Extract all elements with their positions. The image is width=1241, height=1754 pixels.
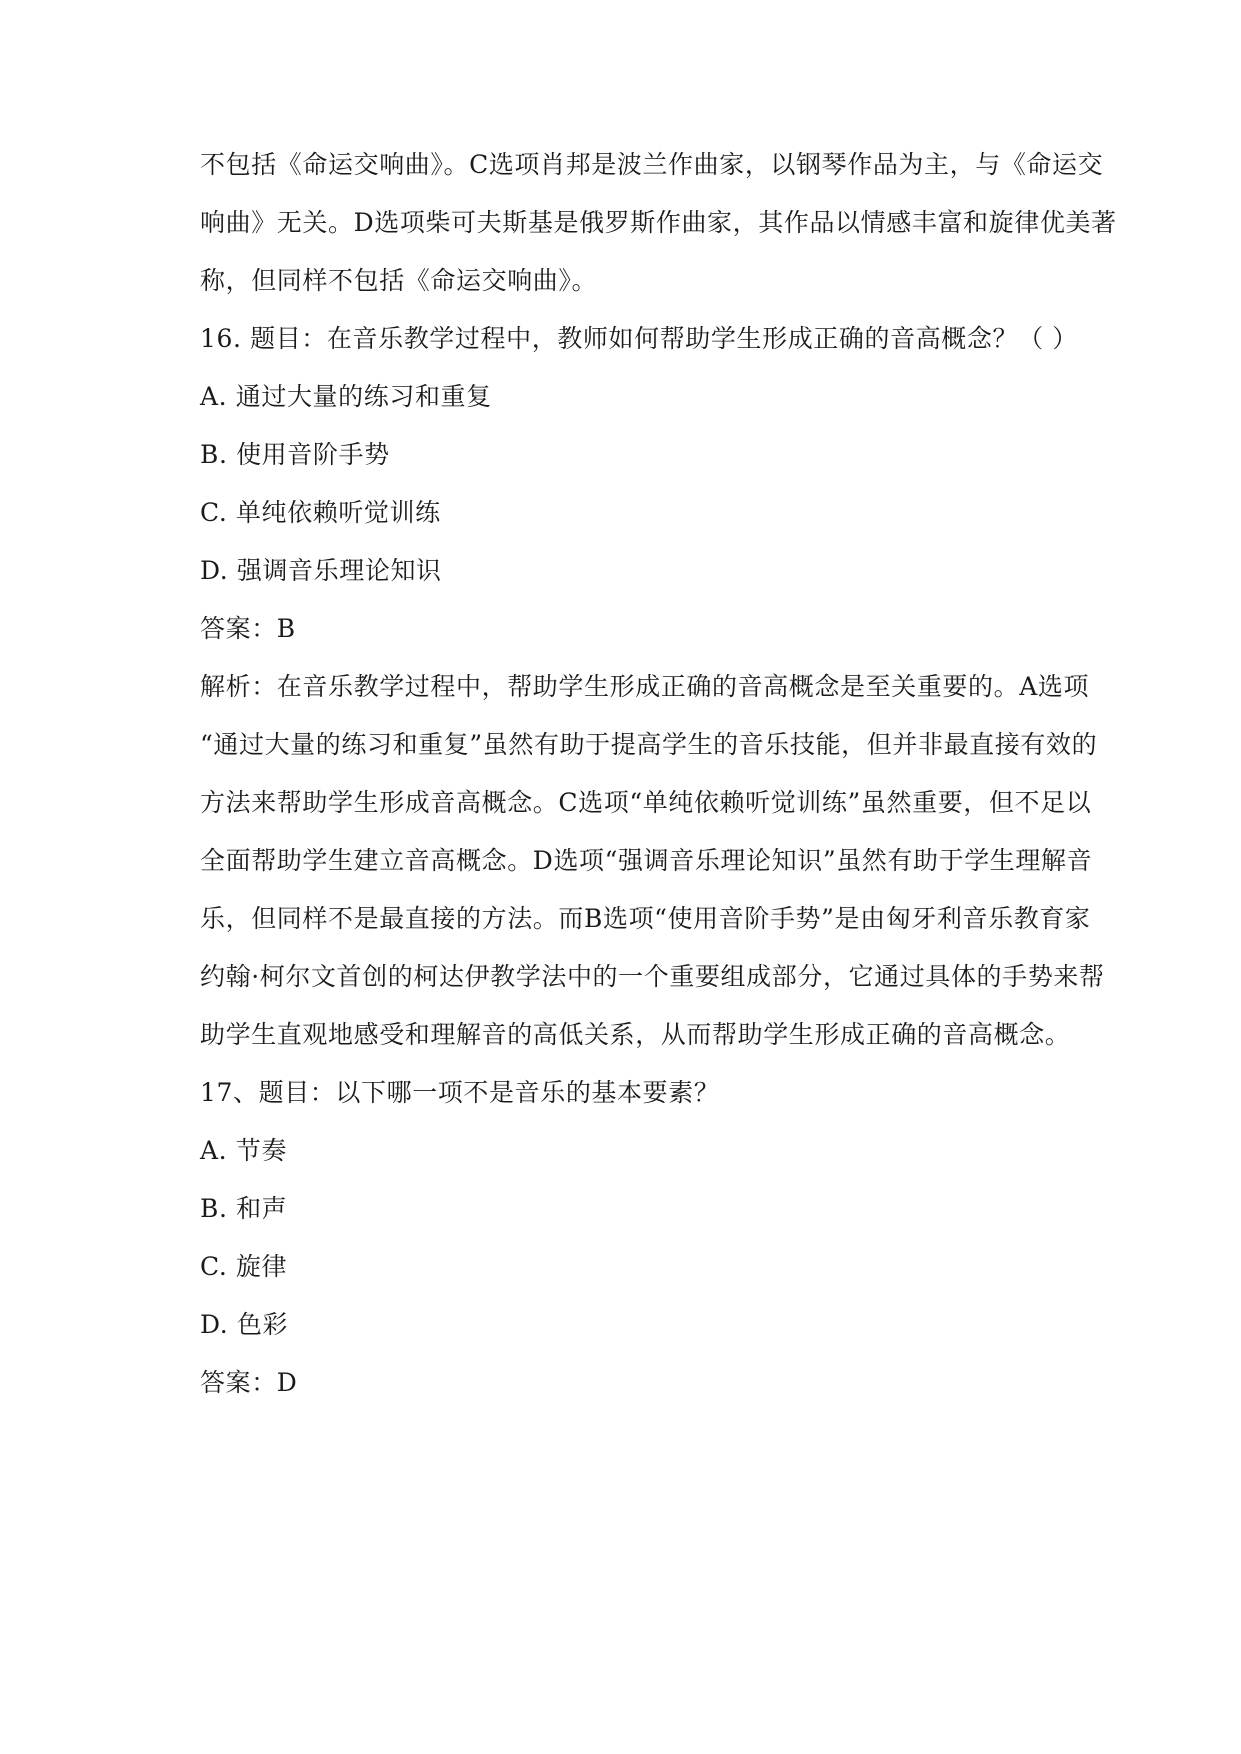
q16-explanation-line-1: 解析：在音乐教学过程中，帮助学生形成正确的音高概念是至关重要的。A选项 xyxy=(200,672,1090,701)
q16-option-b: B. 使用音阶手势 xyxy=(200,440,390,469)
q17-answer: 答案：D xyxy=(200,1368,298,1397)
q16-option-c: C. 单纯依赖听觉训练 xyxy=(200,498,441,527)
q17-option-b: B. 和声 xyxy=(200,1194,288,1223)
q17-option-a: A. 节奏 xyxy=(200,1136,287,1165)
q16-option-a: A. 通过大量的练习和重复 xyxy=(200,382,492,411)
q16-option-d: D. 强调音乐理论知识 xyxy=(200,556,442,585)
q15-explanation-line-2: 响曲》无关。D选项柴可夫斯基是俄罗斯作曲家，其作品以情感丰富和旋律优美著 xyxy=(200,208,1117,237)
q15-explanation-line-1: 不包括《命运交响曲》。C选项肖邦是波兰作曲家，以钢琴作品为主，与《命运交 xyxy=(200,150,1104,179)
q16-explanation-line-2: “通过大量的练习和重复”虽然有助于提高学生的音乐技能，但并非最直接有效的 xyxy=(200,730,1098,759)
q16-question: 16. 题目：在音乐教学过程中，教师如何帮助学生形成正确的音高概念？（ ） xyxy=(200,324,1078,353)
q16-explanation-line-5: 乐，但同样不是最直接的方法。而B选项“使用音阶手势”是由匈牙利音乐教育家 xyxy=(200,904,1091,933)
q16-explanation-line-7: 助学生直观地感受和理解音的高低关系，从而帮助学生形成正确的音高概念。 xyxy=(200,1020,1071,1049)
q16-answer: 答案：B xyxy=(200,614,296,643)
q16-explanation-line-6: 约翰·柯尔文首创的柯达伊教学法中的一个重要组成部分，它通过具体的手势来帮 xyxy=(200,962,1105,991)
q17-question: 17、题目：以下哪一项不是音乐的基本要素？ xyxy=(200,1078,720,1107)
q17-option-c: C. 旋律 xyxy=(200,1252,288,1281)
q15-explanation-line-3: 称，但同样不包括《命运交响曲》。 xyxy=(200,266,598,295)
q17-option-d: D. 色彩 xyxy=(200,1310,289,1339)
q16-explanation-line-4: 全面帮助学生建立音高概念。D选项“强调音乐理论知识”虽然有助于学生理解音 xyxy=(200,846,1093,875)
q16-explanation-line-3: 方法来帮助学生形成音高概念。C选项“单纯依赖听觉训练”虽然重要，但不足以 xyxy=(200,788,1092,817)
